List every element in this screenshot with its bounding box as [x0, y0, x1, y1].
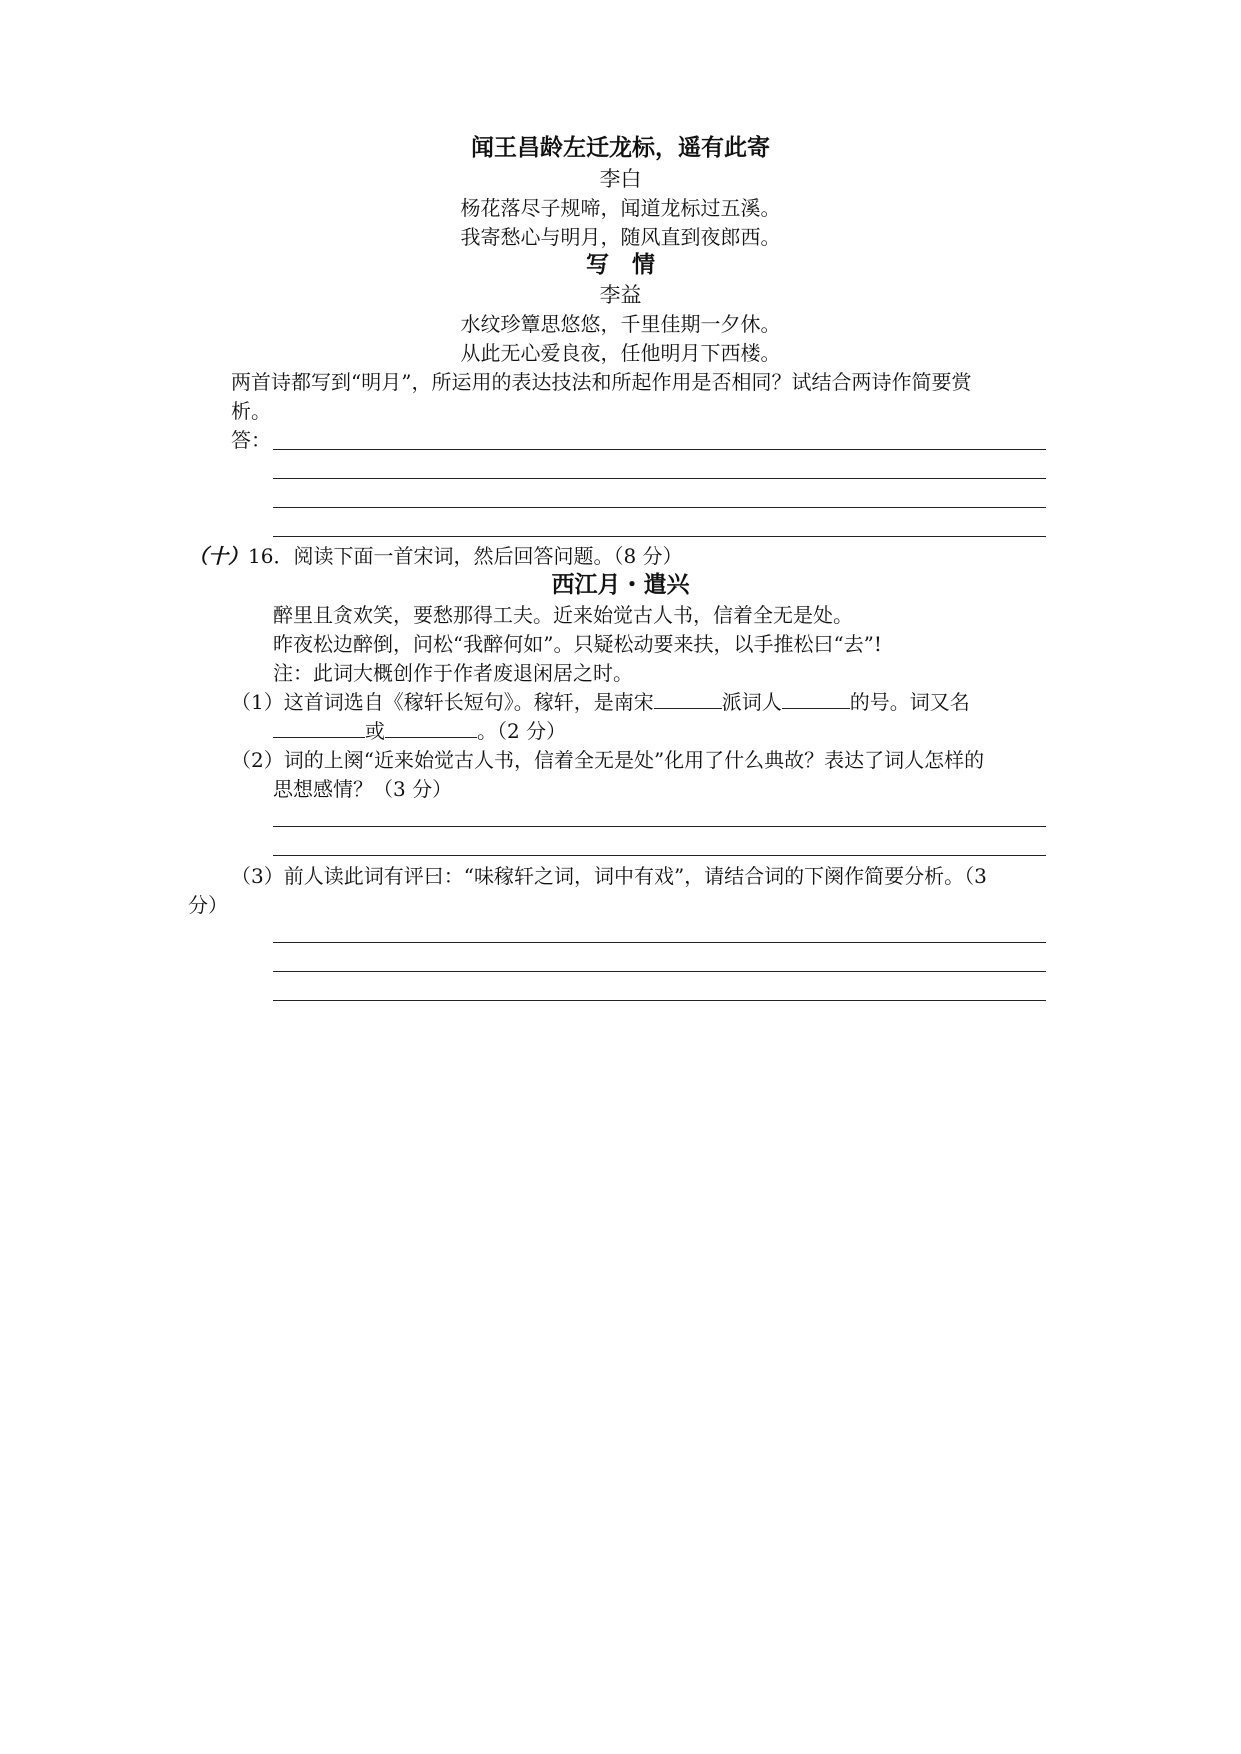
question-16-heading: 16．阅读下面一首宋词，然后回答问题。（8 分） [248, 544, 683, 568]
subquestion-2-answer-line-1[interactable] [273, 826, 1046, 827]
section-number: （十） [188, 544, 248, 568]
poem2-title: 写 情 [586, 252, 655, 278]
poem1-line2: 我寄愁心与明月，随风直到夜郎西。 [460, 225, 781, 249]
subquestion-2-line1: （2）词的上阕“近来始觉古人书，信着全无是处”化用了什么典故？表达了词人怎样的 [231, 748, 985, 772]
subquestion-3-answer-line-1[interactable] [273, 942, 1046, 943]
subquestion-2-answer-line-2[interactable] [273, 855, 1046, 856]
subquestion-3-answer-line-3[interactable] [273, 1000, 1046, 1001]
subquestion-3-line1: （3）前人读此词有评曰：“味稼轩之词，词中有戏”，请结合词的下阕作简要分析。（3 [231, 864, 987, 888]
subquestion-1-line2 [273, 717, 566, 745]
subquestion-1-text-b: 派词人 [721, 690, 782, 714]
subquestion-2-line2: 思想感情？（3 分） [273, 777, 453, 801]
ci-poem-title: 西江月・遣兴 [551, 572, 690, 598]
subquestion-1-text-c: 的号。词又名 [849, 690, 970, 714]
subquestion-1-line1 [231, 688, 970, 716]
ci-poem-line1: 醉里且贪欢笑，要愁那得工夫。近来始觉古人书，信着全无是处。 [273, 603, 853, 627]
subquestion-3-line2: 分） [188, 893, 228, 917]
answer-label: 答： [231, 428, 271, 452]
subquestion-3-answer-line-2[interactable] [273, 971, 1046, 972]
section-10-heading [188, 542, 683, 570]
subquestion-1-text-e: 。（2 分） [477, 719, 567, 743]
subquestion-1-text-a: （1）这首词选自《稼轩长短句》。稼轩，是南宋 [231, 690, 654, 714]
ci-poem-line2: 昨夜松边醉倒，问松“我醉何如”。只疑松动要来扶，以手推松曰“去”! [273, 632, 882, 656]
poem1-title: 闻王昌龄左迁龙标，遥有此寄 [471, 135, 770, 161]
blank-poet[interactable] [782, 688, 850, 709]
answer-line-4[interactable] [273, 536, 1046, 537]
poem2-line2: 从此无心爱良夜，任他明月下西楼。 [460, 341, 781, 365]
answer-line-2[interactable] [273, 478, 1046, 479]
poem2-line1: 水纹珍簟思悠悠，千里佳期一夕休。 [460, 312, 781, 336]
ci-poem-note: 注：此词大概创作于作者废退闲居之时。 [273, 661, 633, 685]
question-15-text-line1: 两首诗都写到“明月”，所运用的表达技法和所起作用是否相同？试结合两诗作简要赏 [231, 370, 972, 394]
answer-line-3[interactable] [273, 507, 1046, 508]
subquestion-1-text-d: 或 [365, 719, 385, 743]
question-15-text-line2: 析。 [231, 399, 271, 423]
poem2-author: 李益 [599, 283, 642, 307]
poem1-author: 李白 [599, 167, 642, 191]
poem1-line1: 杨花落尽子规啼，闻道龙标过五溪。 [460, 196, 781, 220]
answer-line-1[interactable] [273, 449, 1046, 450]
blank-alt-name-2[interactable] [385, 717, 477, 738]
blank-alt-name-1[interactable] [273, 717, 365, 738]
blank-school[interactable] [654, 688, 722, 709]
